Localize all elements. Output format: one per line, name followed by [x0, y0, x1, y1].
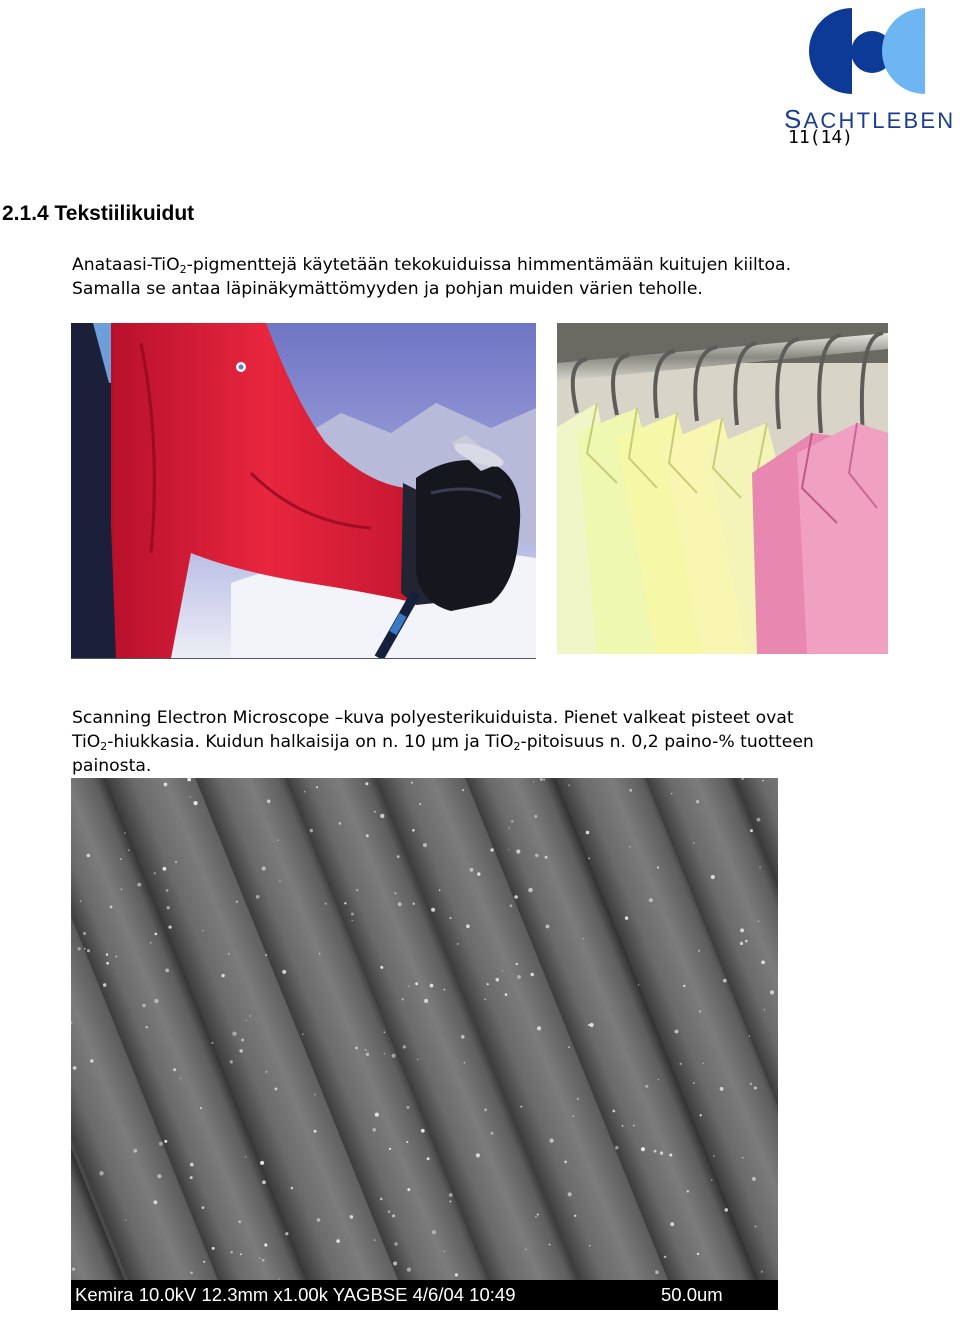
logo-mark: [780, 4, 960, 104]
sem-info-text: Kemira 10.0kV 12.3mm x1.00k YAGBSE 4/6/04 10:49: [75, 1284, 516, 1305]
sem-caption-line-1: Scanning Electron Microscope –kuva polyesterikuiduista. Pienet valkeat pisteet ovat: [72, 708, 794, 728]
logo-wordmark: SACHTLEBEN: [784, 104, 956, 134]
skier-photo: [71, 323, 536, 659]
section-heading: 2.1.4 Tekstiilikuidut: [2, 202, 195, 225]
sem-caption-line-3: painosta.: [72, 756, 152, 776]
sem-caption: [72, 706, 952, 778]
shirts-on-hangers-photo: [557, 323, 888, 654]
sem-caption-line-2: TiO$_2$-hiukkasia. Kuidun halkaisija on n. 10 µm ja TiO$_2$-pitoisuus n. 0,2 paino-% tuotteen: [72, 732, 814, 753]
intro-paragraph: [72, 253, 952, 301]
page-number: 11(14): [788, 127, 854, 148]
intro-line-2: Samalla se antaa läpinäkymättömyyden ja pohjan muiden värien teholle.: [72, 279, 703, 299]
sem-scale-text: 50.0um: [661, 1284, 723, 1305]
sem-info-bar: [71, 1280, 778, 1310]
sem-micrograph: [71, 778, 778, 1310]
intro-line-1: Anataasi-TiO$_2$-pigmenttejä käytetään tekokuiduissa himmentämään kuitujen kiiltoa.: [72, 255, 792, 276]
polyester-fibers-image: [71, 778, 778, 1280]
